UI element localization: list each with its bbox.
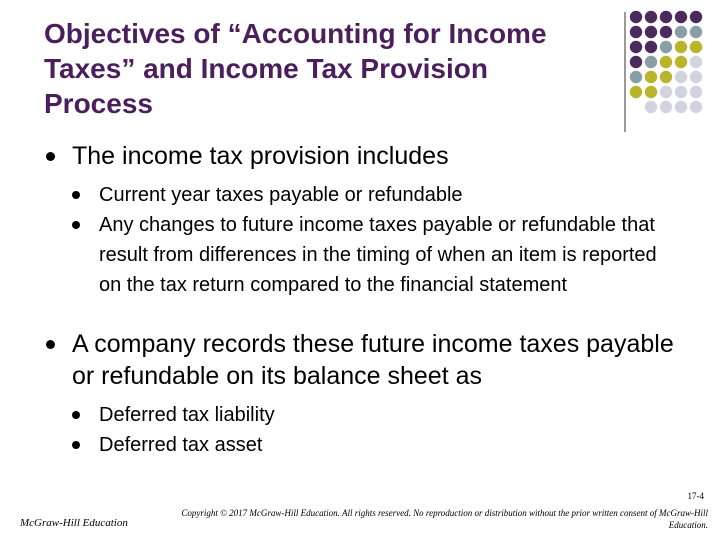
slide-number: 17-4 [687, 491, 704, 501]
decorative-dot [675, 71, 687, 83]
decorative-dot [690, 11, 702, 23]
copyright-notice: Copyright © 2017 McGraw-Hill Education. All rights reserved. No reproduction or distribution without the prior written consent of McGraw-Hill Education. [181, 508, 708, 530]
sub-bullet-text: Current year taxes payable or refundable [99, 184, 463, 206]
decorative-dot [675, 41, 687, 53]
decorative-dot [630, 41, 642, 53]
decorative-dot [660, 11, 672, 23]
bullet-dot-icon [72, 191, 80, 199]
sub-bullet-item [44, 180, 684, 210]
decorative-dot [690, 86, 702, 98]
bullet-text: A company records these future income taxes payable or refundable on its balance sheet as [72, 330, 674, 390]
decorative-dot [645, 71, 657, 83]
decorative-dot [630, 11, 642, 23]
decorative-dot [675, 101, 687, 113]
publisher-name: McGraw-Hill Education [20, 517, 128, 529]
decorative-dot [645, 26, 657, 38]
decorative-dot [675, 11, 687, 23]
decorative-dot [690, 101, 702, 113]
bullet-text: The income tax provision includes [72, 142, 449, 170]
decorative-dot [630, 71, 642, 83]
sub-bullet-list [44, 400, 684, 460]
bullet-dot-icon [46, 152, 55, 161]
sub-bullet-item [44, 430, 684, 460]
bullet-dot-icon [72, 441, 80, 449]
decorative-dot [690, 56, 702, 68]
sub-bullet-text: Any changes to future income taxes payable or refundable that result from differences in the timing of when an item is reported on the tax return compared to the financial statement [99, 214, 657, 296]
bullet-dot-icon [72, 221, 80, 229]
decorative-dot [660, 101, 672, 113]
slide-title: Objectives of “Accounting for Income Taxes” and Income Tax Provision Process [44, 18, 547, 119]
bullet-dot-icon [72, 411, 80, 419]
decorative-dot [630, 56, 642, 68]
sub-bullet-item [44, 210, 684, 300]
bullet-item [44, 140, 684, 172]
decorative-dot [645, 101, 657, 113]
sub-bullet-text: Deferred tax asset [99, 434, 263, 456]
decorative-dot [630, 86, 642, 98]
decorative-dot [675, 56, 687, 68]
bullet-dot-icon [46, 340, 55, 349]
decorative-dot [675, 26, 687, 38]
decorative-dot [660, 41, 672, 53]
decorative-dot [660, 86, 672, 98]
decorative-dot [645, 11, 657, 23]
decorative-dot [690, 71, 702, 83]
decorative-dot [645, 86, 657, 98]
decorative-dot [690, 41, 702, 53]
decorative-dot [660, 71, 672, 83]
decorative-dot [690, 26, 702, 38]
decorative-dot [630, 26, 642, 38]
sub-bullet-text: Deferred tax liability [99, 404, 275, 426]
decorative-dot [660, 26, 672, 38]
sub-bullet-list [44, 180, 684, 300]
sub-bullet-item [44, 400, 684, 430]
decorative-dot [645, 41, 657, 53]
bullet-list [44, 140, 684, 466]
bullet-item [44, 328, 684, 392]
decorative-dot [645, 56, 657, 68]
decorative-dot [660, 56, 672, 68]
decorative-dot [675, 86, 687, 98]
